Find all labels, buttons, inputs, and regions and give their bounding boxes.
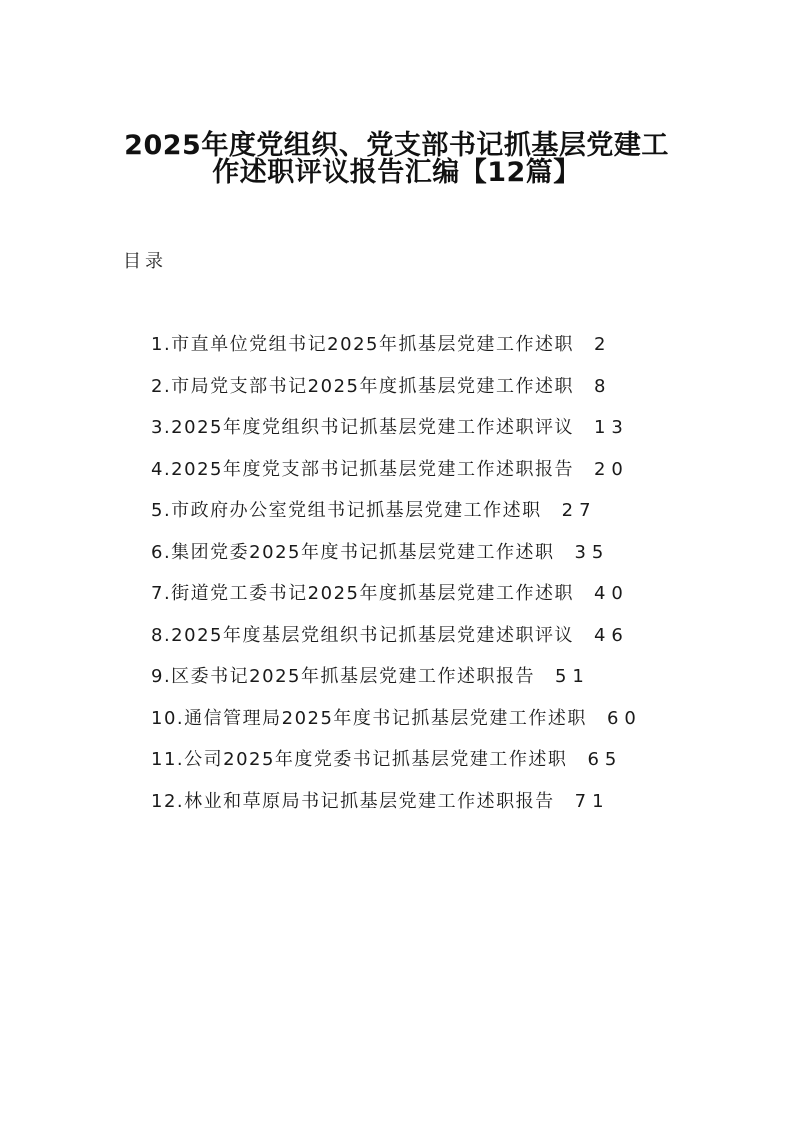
toc-entry-page: 65 [587, 749, 623, 770]
toc-entry-title: 6.集团党委2025年度书记抓基层党建工作述职 [151, 541, 555, 563]
toc-entry[interactable] [151, 333, 711, 375]
toc-entry-page: 40 [593, 583, 629, 604]
toc-entry[interactable] [151, 790, 711, 832]
toc-entry-page: 2 [593, 334, 612, 355]
toc-entry-title: 11.公司2025年度党委书记抓基层党建工作述职 [151, 749, 568, 770]
toc-entry-page: 27 [561, 500, 597, 521]
toc-entry-title: 2.市局党支部书记2025年度抓基层党建工作述职 [151, 375, 574, 397]
toc-entry-page: 60 [606, 707, 642, 729]
toc-entry-page: 46 [593, 624, 629, 646]
toc-entry[interactable] [151, 416, 711, 458]
toc-entry[interactable] [151, 499, 711, 541]
toc-entry-page: 71 [574, 790, 610, 812]
toc-entry-title: 8.2025年度基层党组织书记抓基层党建述职评议 [151, 624, 574, 646]
toc-entry-title: 10.通信管理局2025年度书记抓基层党建工作述职 [151, 707, 587, 729]
toc-entry[interactable] [151, 375, 711, 417]
toc-entry-title: 3.2025年度党组织书记抓基层党建工作述职评议 [151, 417, 574, 438]
document-title-line-2: 作述职评议报告汇编【12篇】 [212, 157, 581, 188]
toc-entry[interactable] [151, 624, 711, 666]
toc-entry-title: 4.2025年度党支部书记抓基层党建工作述职报告 [151, 458, 574, 480]
toc-entry[interactable] [151, 707, 711, 749]
toc-entry[interactable] [151, 582, 711, 624]
toc-entry[interactable] [151, 541, 711, 583]
toc-entry-page: 20 [593, 458, 629, 480]
toc-entry-page: 35 [574, 541, 610, 563]
toc-entry-page: 51 [554, 666, 590, 687]
toc-entry-title: 5.市政府办公室党组书记抓基层党建工作述职 [151, 500, 542, 521]
document-title-line-1: 2025年度党组织、党支部书记抓基层党建工 [124, 130, 669, 161]
toc-entry[interactable] [151, 665, 711, 707]
toc-entry-page: 13 [593, 417, 629, 438]
toc-entry-title: 12.林业和草原局书记抓基层党建工作述职报告 [151, 790, 555, 812]
toc-entry-title: 1.市直单位党组书记2025年抓基层党建工作述职 [151, 334, 574, 355]
toc-entry-title: 9.区委书记2025年抓基层党建工作述职报告 [151, 666, 535, 687]
toc-entry[interactable] [151, 458, 711, 500]
toc-entry-title: 7.街道党工委书记2025年度抓基层党建工作述职 [151, 583, 574, 604]
toc-entry-page: 8 [593, 375, 612, 397]
table-of-contents [151, 333, 711, 831]
toc-heading: 目录 [123, 251, 167, 272]
toc-entry[interactable] [151, 748, 711, 790]
